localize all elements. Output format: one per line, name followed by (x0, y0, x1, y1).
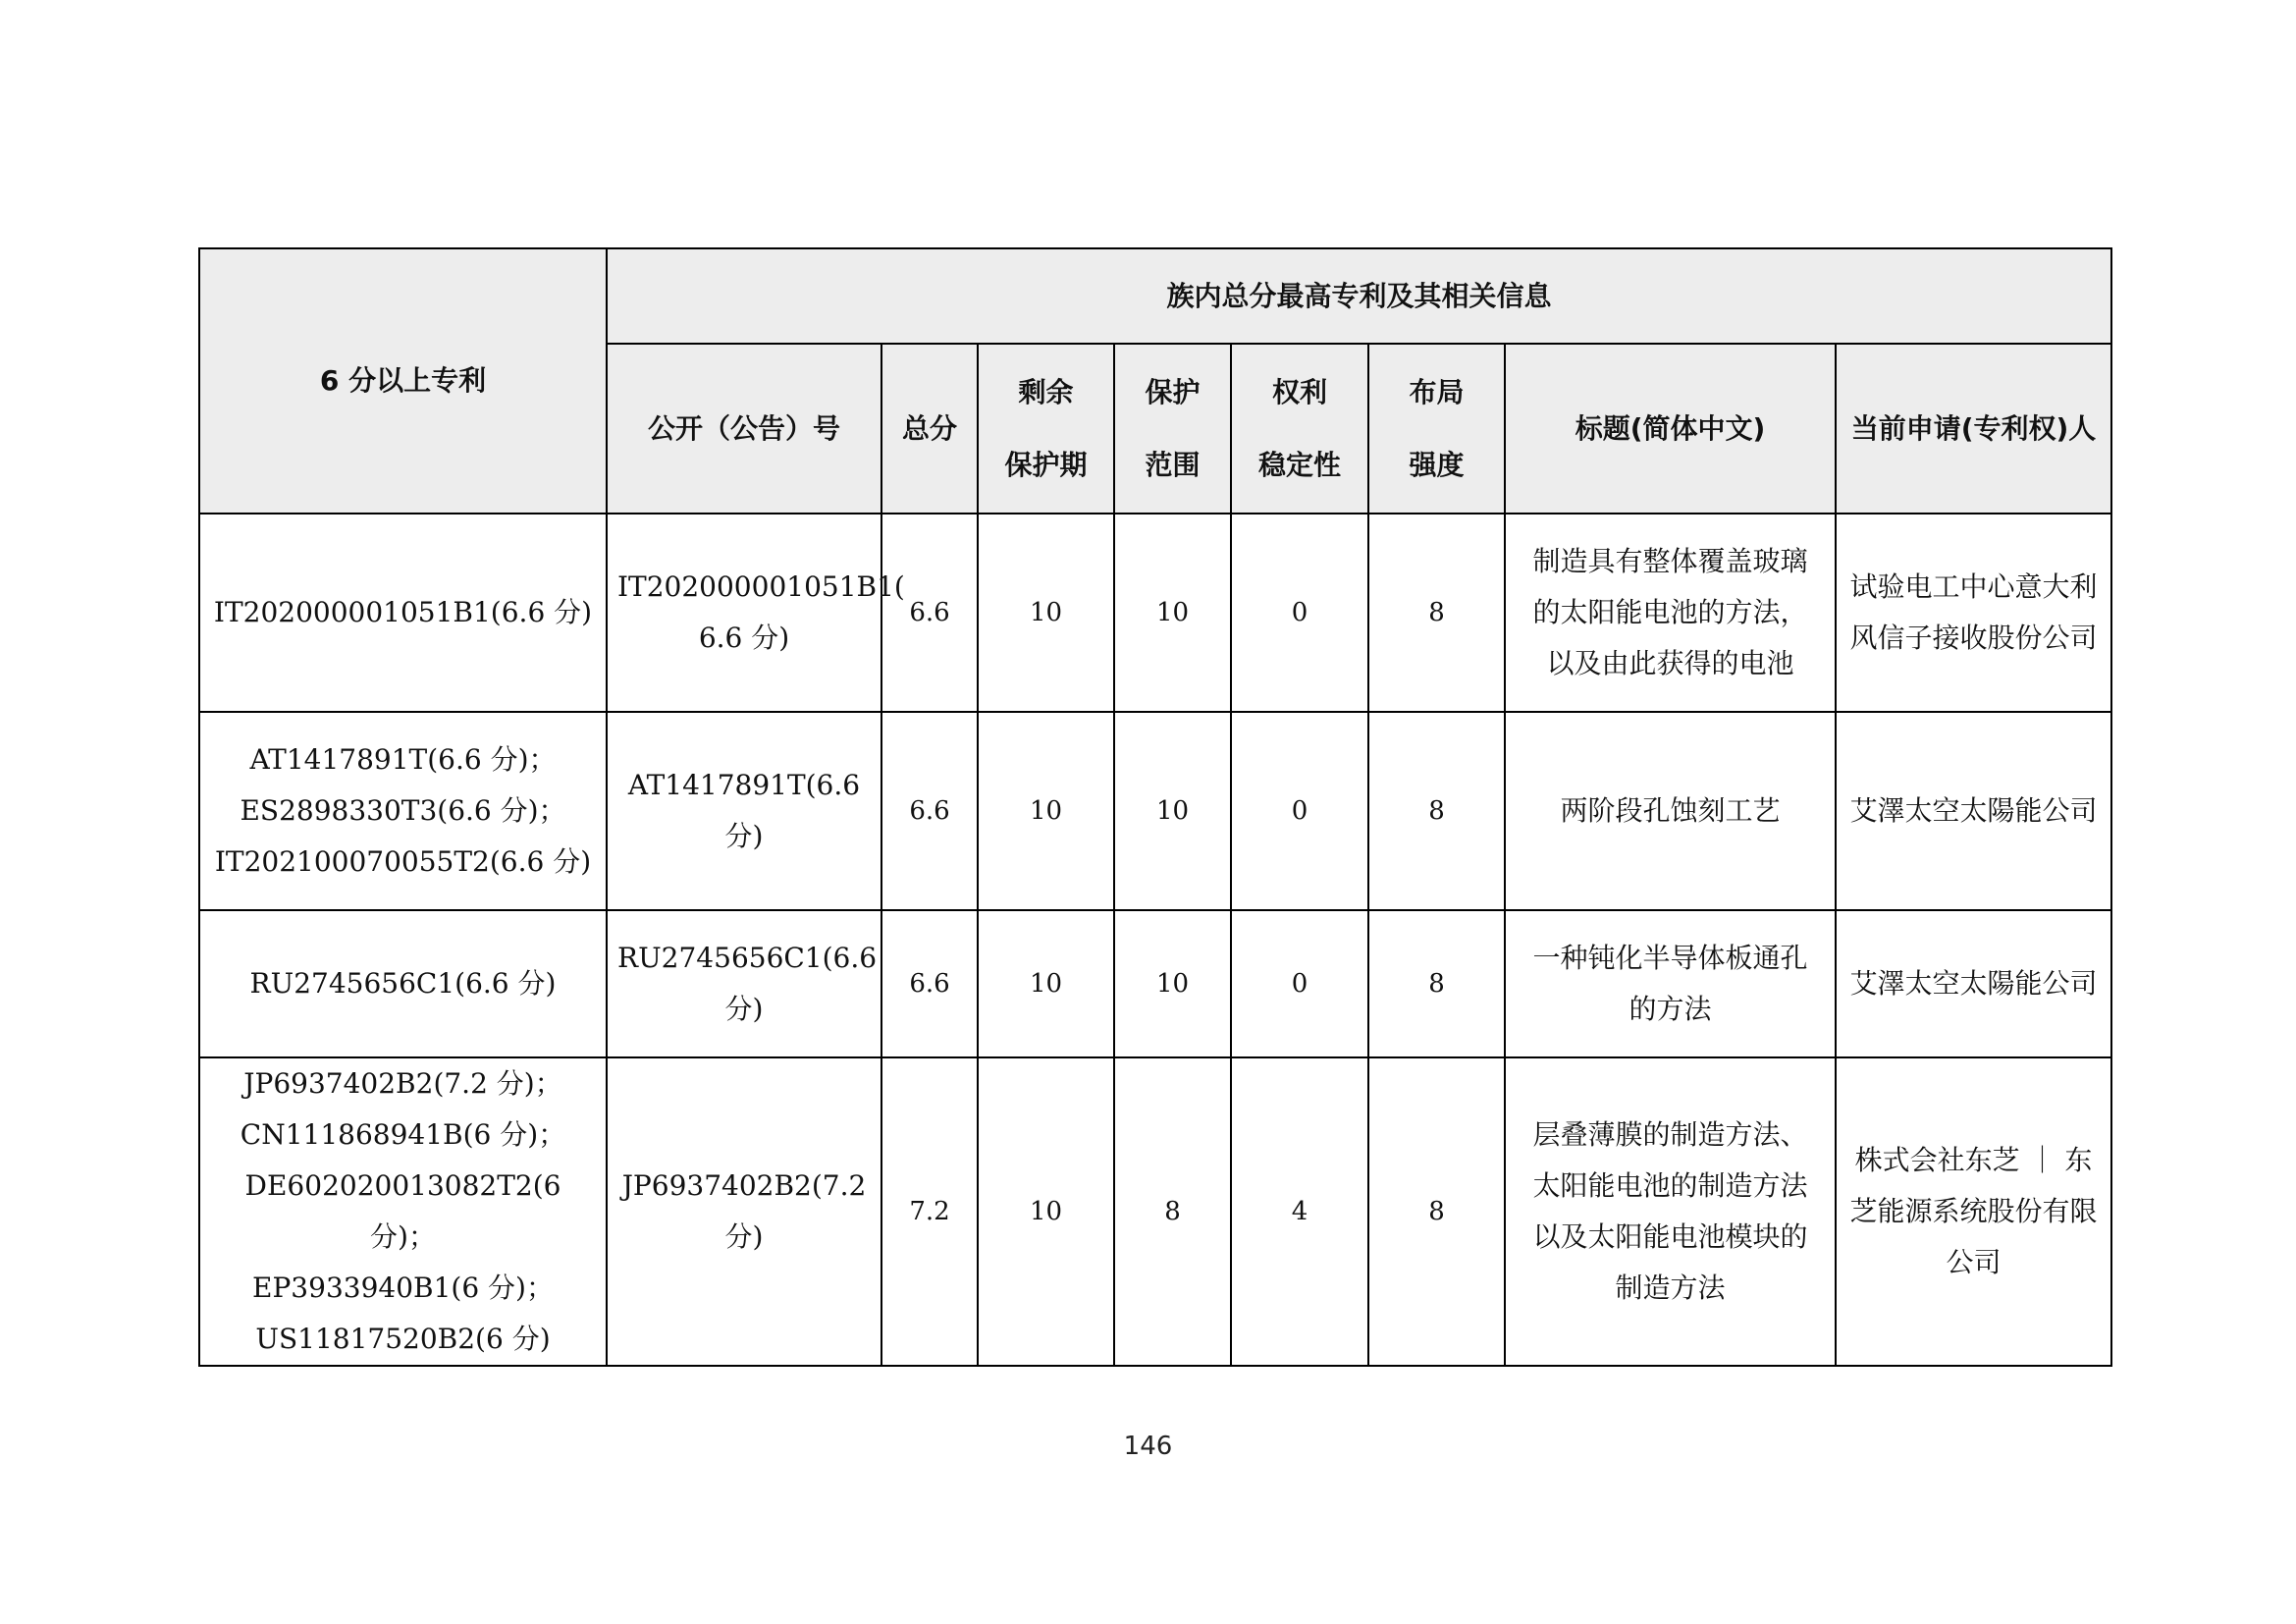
cell-total-score: 6.6 (881, 514, 978, 712)
table-header-group-row (199, 248, 2111, 344)
table-row (199, 1057, 2111, 1366)
title-line: 太阳能电池的制造方法 (1532, 1169, 1808, 1202)
cell-right-stability: 4 (1231, 1057, 1368, 1366)
cell-patents (199, 910, 607, 1057)
patent-entry: IT202100070055T2(6.6 分) (214, 845, 592, 878)
title-line: 的方法 (1629, 993, 1712, 1025)
header-remaining-term-line-2: 保护期 (1004, 448, 1088, 481)
pub-no-line: JP6937402B2(7.2 分) (621, 1169, 867, 1253)
header-protection-scope-line-1: 保护 (1145, 375, 1201, 408)
patent-entry: IT202000001051B1(6.6 分) (213, 596, 593, 628)
pub-no-line: 6.6 分) (698, 622, 790, 654)
patent-entry: CN111868941B(6 分)； (240, 1118, 566, 1151)
title-line: 制造具有整体覆盖玻璃 (1532, 545, 1808, 577)
cell-layout-strength: 8 (1368, 712, 1505, 910)
pub-no-line: 分) (724, 993, 764, 1025)
header-title: 标题(简体中文) (1505, 344, 1836, 514)
pub-no-line: RU2745656C1(6.6 (617, 942, 878, 974)
title-line: 以及由此获得的电池 (1546, 647, 1794, 679)
cell-remaining-term: 10 (978, 712, 1114, 910)
title-line: 的太阳能电池的方法， (1532, 596, 1808, 628)
cell-pub-no (607, 514, 905, 712)
cell-protection-scope: 10 (1114, 910, 1231, 1057)
header-pub-no: 公开（公告）号 (607, 344, 881, 514)
pub-no-line: AT1417891T(6.6 分) (627, 769, 861, 852)
patent-entry: EP3933940B1(6 分)； (252, 1272, 554, 1304)
title-line: 以及太阳能电池模块的 (1532, 1220, 1808, 1253)
cell-title (1505, 514, 1836, 712)
applicant-line: 风信子接收股份公司 (1849, 622, 2098, 654)
table-row (199, 514, 2111, 712)
table-row (199, 712, 2111, 910)
title-line: 两阶段孔蚀刻工艺 (1560, 794, 1781, 827)
header-remaining-term (978, 344, 1114, 514)
cell-total-score: 6.6 (881, 712, 978, 910)
table-row (199, 910, 2111, 1057)
cell-applicant (1836, 1057, 2111, 1366)
cell-right-stability: 0 (1231, 712, 1368, 910)
cell-remaining-term: 10 (978, 1057, 1114, 1366)
cell-patents (199, 712, 607, 910)
header-patents-over-6: 6 分以上专利 (199, 248, 607, 514)
header-right-stability (1231, 344, 1368, 514)
cell-remaining-term: 10 (978, 910, 1114, 1057)
cell-layout-strength: 8 (1368, 910, 1505, 1057)
title-line: 层叠薄膜的制造方法、 (1532, 1118, 1808, 1151)
patent-entry: DE602020013082T2(6 分)； (244, 1169, 561, 1253)
cell-protection-scope: 10 (1114, 712, 1231, 910)
title-line: 一种钝化半导体板通孔 (1532, 942, 1808, 974)
title-line: 制造方法 (1615, 1272, 1726, 1304)
applicant-line: 试验电工中心意大利 (1849, 570, 2098, 603)
patent-entry: JP6937402B2(7.2 分)； (243, 1067, 562, 1100)
applicant-line: 株式会社东芝 ｜ 东 (1854, 1144, 2093, 1176)
header-family-top-patent-info: 族内总分最高专利及其相关信息 (607, 248, 2111, 344)
header-applicant: 当前申请(专利权)人 (1836, 344, 2111, 514)
cell-applicant (1836, 514, 2111, 712)
cell-total-score: 6.6 (881, 910, 978, 1057)
cell-remaining-term: 10 (978, 514, 1114, 712)
header-right-stability-line-2: 稳定性 (1257, 448, 1341, 481)
cell-title (1505, 910, 1836, 1057)
pub-no-line: IT202000001051B1( (617, 570, 905, 603)
header-layout-strength-line-1: 布局 (1409, 375, 1465, 408)
cell-layout-strength: 8 (1368, 1057, 1505, 1366)
cell-right-stability: 0 (1231, 910, 1368, 1057)
cell-patents (199, 514, 607, 712)
cell-total-score: 7.2 (881, 1057, 978, 1366)
cell-title (1505, 712, 1836, 910)
patent-entry: US11817520B2(6 分) (255, 1323, 551, 1355)
cell-applicant (1836, 712, 2111, 910)
applicant-line: 芝能源系统股份有限 (1849, 1195, 2098, 1227)
applicant-line: 公司 (1946, 1246, 2002, 1278)
cell-pub-no (607, 910, 881, 1057)
header-remaining-term-line-1: 剩余 (1018, 375, 1074, 408)
patent-entry: ES2898330T3(6.6 分)； (240, 794, 566, 827)
cell-pub-no (607, 712, 881, 910)
applicant-line: 艾澤太空太陽能公司 (1849, 794, 2098, 827)
cell-title (1505, 1057, 1836, 1366)
cell-patents (199, 1057, 607, 1366)
cell-protection-scope: 8 (1114, 1057, 1231, 1366)
cell-applicant (1836, 910, 2111, 1057)
patent-entry: RU2745656C1(6.6 分) (249, 967, 557, 1000)
applicant-line: 艾澤太空太陽能公司 (1849, 967, 2098, 1000)
header-protection-scope-line-2: 范围 (1145, 448, 1201, 481)
page-number: 146 (1123, 1432, 1173, 1461)
header-layout-strength (1368, 344, 1505, 514)
header-protection-scope (1114, 344, 1231, 514)
cell-layout-strength: 8 (1368, 514, 1505, 712)
patent-entry: AT1417891T(6.6 分)； (249, 743, 557, 776)
cell-pub-no (607, 1057, 881, 1366)
cell-protection-scope: 10 (1114, 514, 1231, 712)
patent-table (198, 247, 2112, 1367)
cell-right-stability: 0 (1231, 514, 1368, 712)
header-right-stability-line-1: 权利 (1271, 375, 1327, 408)
header-layout-strength-line-2: 强度 (1409, 448, 1465, 481)
header-total-score: 总分 (881, 344, 978, 514)
